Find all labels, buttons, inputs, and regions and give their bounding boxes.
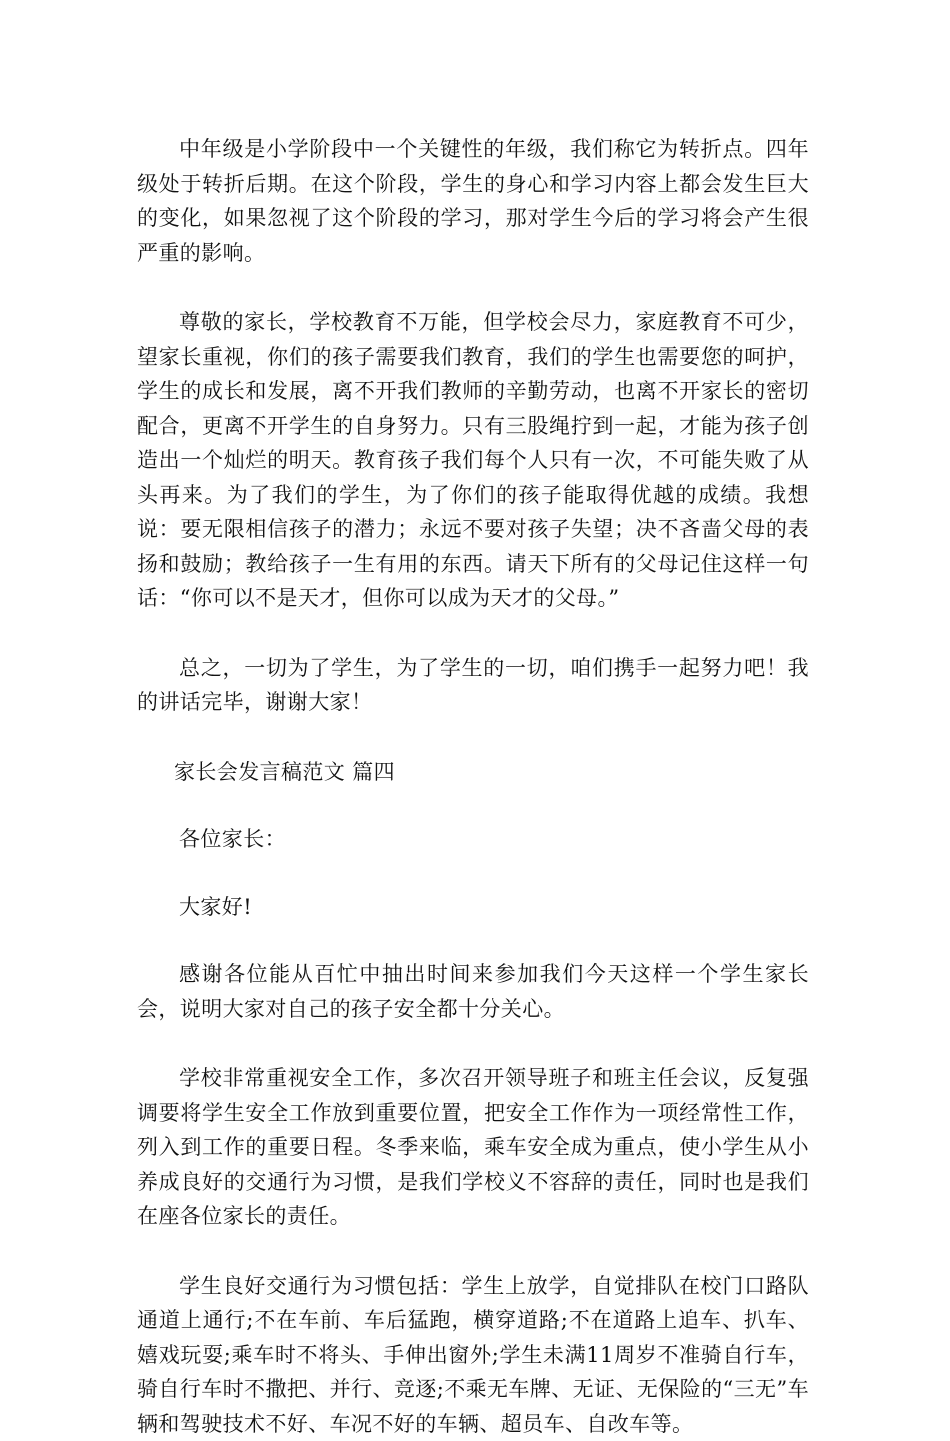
paragraph-safety-work: 学校非常重视安全工作，多次召开领导班子和班主任会议，反复强调要将学生安全工作放到重要位置，把安全工作作为一项经常性工作，列入到工作的重要日程。冬季来临，乘车安全成为重点，使小学生从小养成良好的交通行为习惯，是我们学校义不容辞的责任，同时也是我们在座各位家长的责任。 (137, 1061, 809, 1234)
paragraph-family-education: 尊敬的家长，学校教育不万能，但学校会尽力，家庭教育不可少，望家长重视，你们的孩子需要我们教育，我们的学生也需要您的呵护，学生的成长和发展，离不开我们教师的辛勤劳动，也离不开家长的密切配合，更离不开学生的自身努力。只有三股绳拧到一起，才能为孩子创造出一个灿烂的明天。教育孩子我们每个人只有一次，不可能失败了从头再来。为了我们的学生，为了你们的孩子能取得优越的成绩。我想说：要无限相信孩子的潜力；永远不要对孩子失望；决不吝啬父母的表扬和鼓励；教给孩子一生有用的东西。请天下所有的父母记住这样一句话：“你可以不是天才，但你可以成为天才的父母。” (137, 305, 809, 616)
paragraph-turning-point: 中年级是小学阶段中一个关键性的年级，我们称它为转折点。四年级处于转折后期。在这个阶段，学生的身心和学习内容上都会发生巨大的变化，如果忽视了这个阶段的学习，那对学生今后的学习将会产生很严重的影响。 (137, 132, 809, 270)
document-page (137, 132, 809, 1441)
paragraph-traffic-habits: 学生良好交通行为习惯包括：学生上放学，自觉排队在校门口路队通道上通行;不在车前、车后猛跑，横穿道路;不在道路上追车、扒车、嬉戏玩耍;乘车时不将头、手伸出窗外;学生未满11周岁不准骑自行车，骑自行车时不撒把、并行、竞逐;不乘无车牌、无证、无保险的“三无”车辆和驾驶技术不好、车况不好的车辆、超员车、自改车等。 (137, 1269, 809, 1441)
paragraph-closing: 总之，一切为了学生，为了学生的一切，咱们携手一起努力吧！我的讲话完毕，谢谢大家！ (137, 651, 809, 720)
hello-line: 大家好! (137, 890, 809, 925)
section-heading: 家长会发言稿范文 篇四 (137, 755, 809, 790)
greeting-line: 各位家长： (137, 822, 809, 857)
paragraph-thanks: 感谢各位能从百忙中抽出时间来参加我们今天这样一个学生家长会，说明大家对自己的孩子安全都十分关心。 (137, 957, 809, 1026)
